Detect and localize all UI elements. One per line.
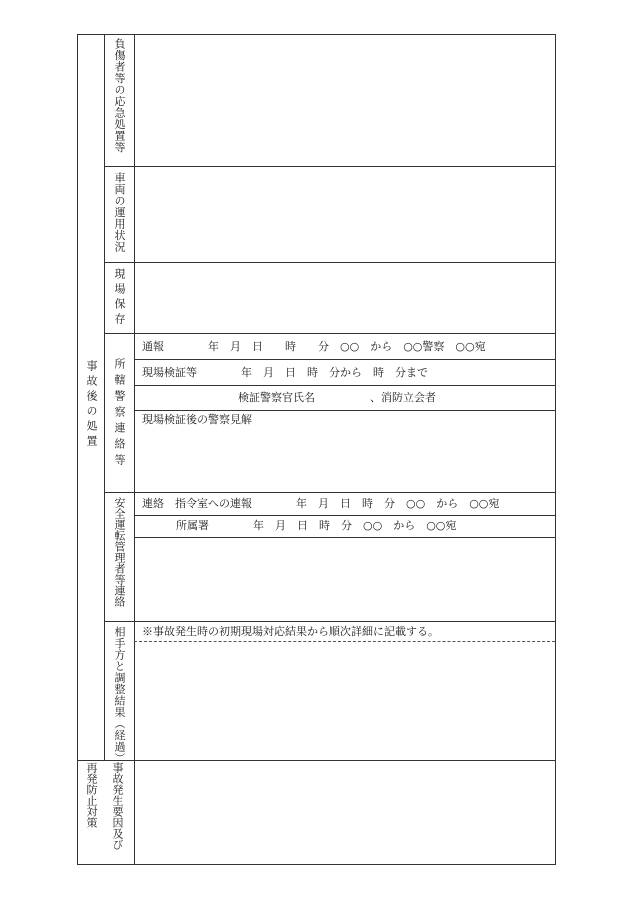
police-line-1 <box>134 359 556 360</box>
divider-section <box>77 760 556 761</box>
divider-col2 <box>134 34 135 865</box>
divider-row-2 <box>104 262 556 263</box>
police-report-line: 通報 年 月 日 時 分 ○○ から ○○警察 ○○宛 <box>142 340 486 353</box>
section-label-prevention: 再発防止対策 <box>85 762 98 828</box>
police-line-2 <box>134 385 556 386</box>
row-label-negotiation: 相手方と調整結果（経過） <box>113 626 126 764</box>
border-top <box>77 34 556 35</box>
negotiation-note: ※事故発生時の初期現場対応結果から順次詳細に記載する。 <box>142 625 439 638</box>
divider-row-1 <box>104 166 556 167</box>
row-label-police-contact: 所轄警察連絡等 <box>113 358 126 470</box>
safety-line-2 <box>134 537 556 538</box>
police-line-3 <box>134 410 556 411</box>
row-label-first-aid: 負傷者等の応急処置等 <box>113 38 126 153</box>
border-right <box>555 34 556 865</box>
divider-row-4 <box>104 492 556 493</box>
row-label-safety-manager: 安全運転管理者等連絡 <box>113 497 126 607</box>
divider-row-5 <box>104 621 556 622</box>
safety-station-line: 所属署 年 月 日 時 分 ○○ から ○○宛 <box>176 519 457 532</box>
border-left <box>77 34 78 865</box>
section-label-after-accident: 事故後の処置 <box>85 360 98 450</box>
border-bottom <box>77 864 556 865</box>
negotiation-dashed-line <box>134 641 555 642</box>
divider-row-3 <box>104 333 556 334</box>
safety-line-1 <box>134 515 556 516</box>
row-label-vehicle-status: 車両の運用状況 <box>113 172 126 253</box>
row-label-cause: 事故発生要因及び <box>111 762 124 850</box>
police-opinion-label: 現場検証後の警察見解 <box>142 413 252 426</box>
police-inspection-line: 現場検証等 年 月 日 時 分から 時 分まで <box>142 366 428 379</box>
row-label-scene-preservation: 現場保存 <box>113 268 126 328</box>
divider-col1 <box>104 34 105 761</box>
police-officer-line: 検証警察官氏名 、消防立会者 <box>238 391 436 404</box>
safety-command-line: 連絡 指令室への連報 年 月 日 時 分 ○○ から ○○宛 <box>142 497 500 510</box>
